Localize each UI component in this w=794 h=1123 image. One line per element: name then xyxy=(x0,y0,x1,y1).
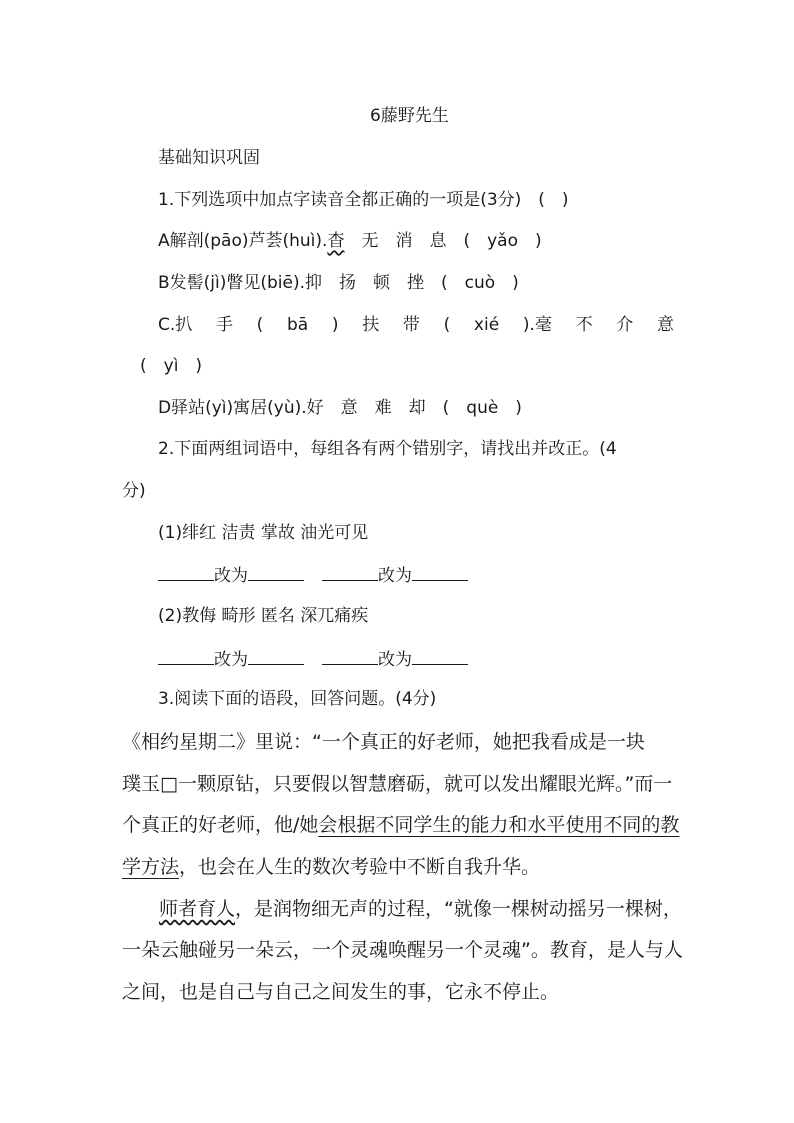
passage-underlined-text: 学方法 xyxy=(122,856,180,878)
q2-group-1: (1)绯红 洁责 掌故 油光可见 xyxy=(158,523,369,543)
passage-p1-line1: 《相约星期二》里说：“一个真正的好老师，她把我看成是一块 xyxy=(122,731,645,753)
passage-p1-line3 xyxy=(122,816,679,835)
q2-stem: 2.下面两组词语中，每组各有两个错别字，请找出并改正。(4 xyxy=(158,439,617,459)
q2-group-2: (2)教侮 畸形 匿名 深兀痛疾 xyxy=(158,606,369,626)
answer-blank[interactable] xyxy=(158,650,214,665)
q1-option-c-token: ).毫 xyxy=(522,315,552,335)
answer-blank[interactable] xyxy=(248,566,304,581)
q1-option-a-prefix: A解剖(pāo)芦荟(huì). xyxy=(158,231,328,251)
q1-option-c-token: xié xyxy=(473,315,500,335)
passage-text: ，也会在人生的数次考验中不断自我升华。 xyxy=(179,856,541,878)
passage-p2-line3: 之间，也是自己与自己之间发生的事，它永不停止。 xyxy=(122,981,560,1003)
passage-underlined-text: 会根据不同学生的能力和水平使用不同的教 xyxy=(318,814,680,836)
answer-blank[interactable] xyxy=(412,566,468,581)
section-heading: 基础知识巩固 xyxy=(158,148,260,168)
q1-option-b: B发髻(jì)瞥见(biē).抑 扬 顿 挫 ( cuò ) xyxy=(158,273,519,293)
q3-stem: 3.阅读下面的语段，回答问题。(4分) xyxy=(158,689,437,709)
q1-option-c-token: C.扒 xyxy=(158,315,193,335)
q2-answer-row-2 xyxy=(158,650,468,669)
q1-option-c-token: 带 xyxy=(402,315,420,335)
answer-blank[interactable] xyxy=(322,566,378,581)
q1-stem: 1.下列选项中加点字读音全都正确的一项是(3分) ( ) xyxy=(158,190,569,210)
q1-option-c xyxy=(158,317,674,334)
passage-p1-line2: 璞玉□一颗原钻，只要假以智慧磨砺，就可以发出耀眼光辉。”而一 xyxy=(122,773,673,795)
q1-option-c-token: ) xyxy=(331,315,339,335)
passage-text: ，是润物细无声的过程，“就像一棵树动摇另一棵树， xyxy=(235,898,682,920)
q1-option-c-continuation: ( yì ) xyxy=(140,356,203,376)
q1-option-c-token: bā xyxy=(286,315,309,335)
change-label: 改为 xyxy=(214,650,248,670)
passage-p2-line1 xyxy=(159,900,682,919)
q1-option-c-token: ( xyxy=(256,315,264,335)
q1-option-c-token: ( xyxy=(443,315,451,335)
passage-wavy-text: 师者育人 xyxy=(159,898,236,920)
q1-option-c-token: 扶 xyxy=(362,315,380,335)
q1-option-a-suffix: 无 消 息 ( yǎo ) xyxy=(344,231,542,251)
passage-p1-line4 xyxy=(122,858,540,877)
answer-blank[interactable] xyxy=(322,650,378,665)
q1-option-c-token: 不 xyxy=(575,315,593,335)
q1-option-a xyxy=(158,233,542,250)
passage-text: 个真正的好老师，他/她 xyxy=(122,814,319,836)
q1-option-c-token: 意 xyxy=(656,315,674,335)
change-label: 改为 xyxy=(214,566,248,586)
q1-option-d: D驿站(yì)寓居(yù).好 意 难 却 ( què ) xyxy=(158,398,522,418)
change-label: 改为 xyxy=(378,650,412,670)
q2-answer-row-1 xyxy=(158,566,468,585)
page-title: 6藤野先生 xyxy=(370,106,449,126)
q1-option-a-wavy: 杳 xyxy=(327,231,345,251)
answer-blank[interactable] xyxy=(412,650,468,665)
q1-option-c-token: 手 xyxy=(215,315,233,335)
answer-blank[interactable] xyxy=(248,650,304,665)
passage-p2-line2: 一朵云触碰另一朵云，一个灵魂唤醒另一个灵魂”。教育，是人与人 xyxy=(122,939,683,961)
change-label: 改为 xyxy=(378,566,412,586)
q2-stem-continuation: 分) xyxy=(122,481,146,501)
q1-option-c-token: 介 xyxy=(616,315,634,335)
answer-blank[interactable] xyxy=(158,566,214,581)
